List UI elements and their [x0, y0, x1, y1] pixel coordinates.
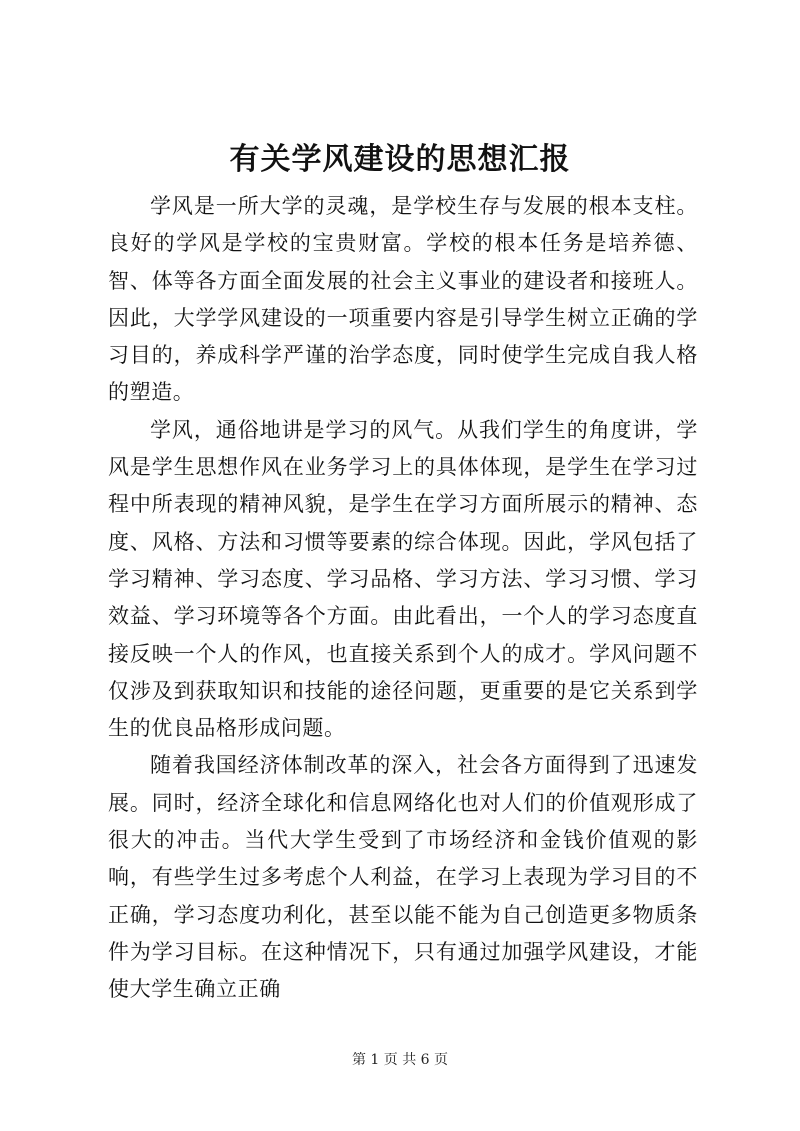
document-title: 有关学风建设的思想汇报 — [229, 142, 571, 177]
page-number-footer: 第 1 页 共 6 页 — [351, 1052, 449, 1068]
document-body — [108, 188, 698, 1009]
paragraph-3: 随着我国经济体制改革的深入，社会各方面得到了迅速发展。同时，经济全球化和信息网络化也对人们的价值观形成了很大的冲击。当代大学生受到了市场经济和金钱价值观的影响，有些学生过多考虑个人利益，在学习上表现为学习目的不正确，学习态度功利化，甚至以能不能为自己创造更多物质条件为学习目标。在这种情况下，只有通过加强学风建设，才能使大学生确立正确 — [108, 753, 698, 1002]
paragraph-2: 学风，通俗地讲是学习的风气。从我们学生的角度讲，学风是学生思想作风在业务学习上的具体体现，是学生在学习过程中所表现的精神风貌，是学生在学习方面所展示的精神、态度、风格、方法和习惯等要素的综合体现。因此，学风包括了学习精神、学习态度、学习品格、学习方法、学习习惯、学习效益、学习环境等各个方面。由此看出，一个人的学习态度直接反映一个人的作风，也直接关系到个人的成才。学风问题不仅涉及到获取知识和技能的途径问题，更重要的是它关系到学生的优良品格形成问题。 — [108, 417, 698, 741]
paragraph-1: 学风是一所大学的灵魂，是学校生存与发展的根本支柱。良好的学风是学校的宝贵财富。学校的根本任务是培养德、智、体等各方面全面发展的社会主义事业的建设者和接班人。因此，大学学风建设的一项重要内容是引导学生树立正确的学习目的，养成科学严谨的治学态度，同时使学生完成自我人格的塑造。 — [108, 194, 698, 405]
